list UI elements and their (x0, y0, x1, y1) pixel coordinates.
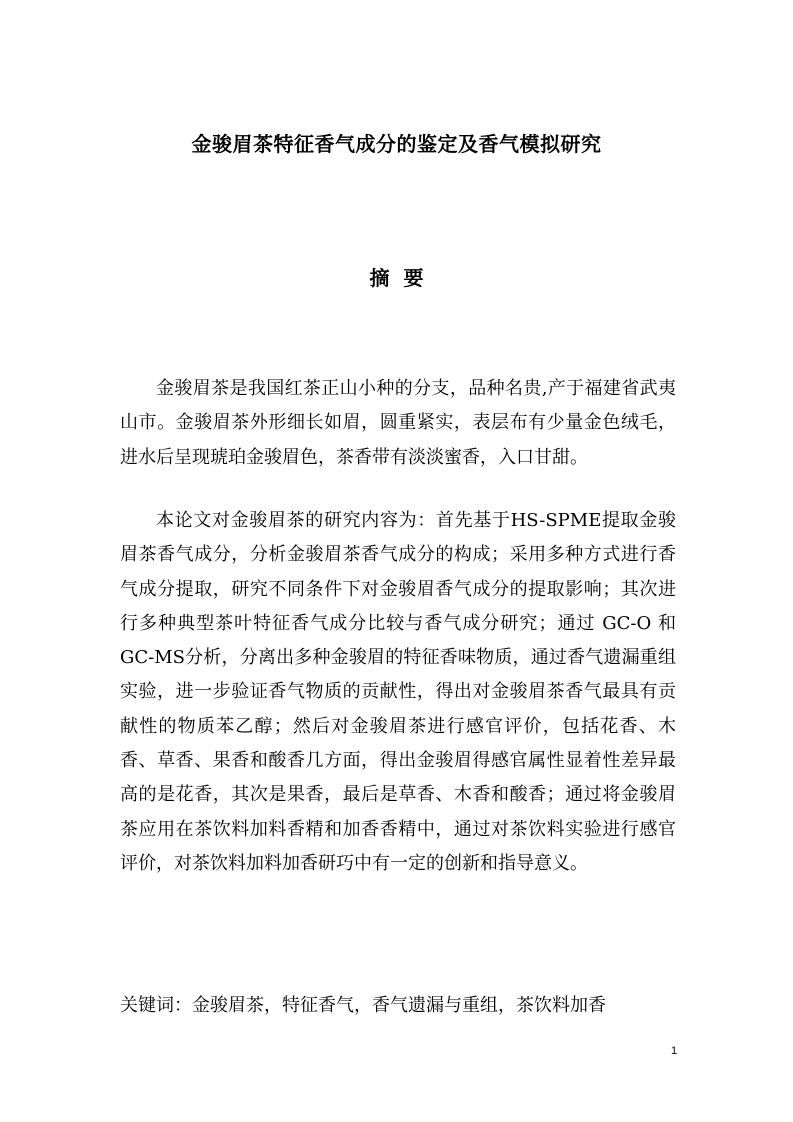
paper-title: 金骏眉茶特征香气成分的鉴定及香气模拟研究 (191, 132, 602, 156)
abstract-paragraph-2: 本论文对金骏眉茶的研究内容为：首先基于HS-SPME提取金骏眉茶香气成分，分析金骏眉茶香气成分的构成；采用多种方式进行香气成分提取，研究不同条件下对金骏眉香气成分的提取影响；其次进行多种典型茶叶特征香气成分比较与香气成分研究；通过 GC-O 和 GC-MS分析，分离出多种金骏眉的特征香味物质，通过香气遗漏重组实验，进一步验证香气物质的贡献性，得出对金骏眉茶香气最具有贡献性的物质苯乙醇；然后对金骏眉茶进行感官评价，包括花香、木香、草香、果香和酸香几方面，得出金骏眉得感官属性显着性差异最高的是花香，其次是果香，最后是草香、木香和酸香；通过将金骏眉茶应用在茶饮料加料香精和加香香精中，通过对茶饮料实验进行感官评价，对茶饮料加料加香研巧中有一定的创新和指导意义。 (120, 510, 676, 874)
page-number: 1 (670, 1045, 678, 1057)
abstract-paragraph-1: 金骏眉茶是我国红茶正山小种的分支，品种名贵,产于福建省武夷山市。金骏眉茶外形细长如眉，圆重紧实，表层布有少量金色绒毛，进水后呈现琥珀金骏眉色，茶香带有淡淡蜜香，入口甘甜。 (120, 378, 676, 468)
keywords-line (120, 990, 676, 1022)
abstract-heading: 摘 要 (369, 266, 424, 290)
keywords-label: 关键词： (120, 995, 192, 1016)
keywords-text: 金骏眉茶，特征香气，香气遗漏与重组，茶饮料加香 (192, 995, 606, 1016)
